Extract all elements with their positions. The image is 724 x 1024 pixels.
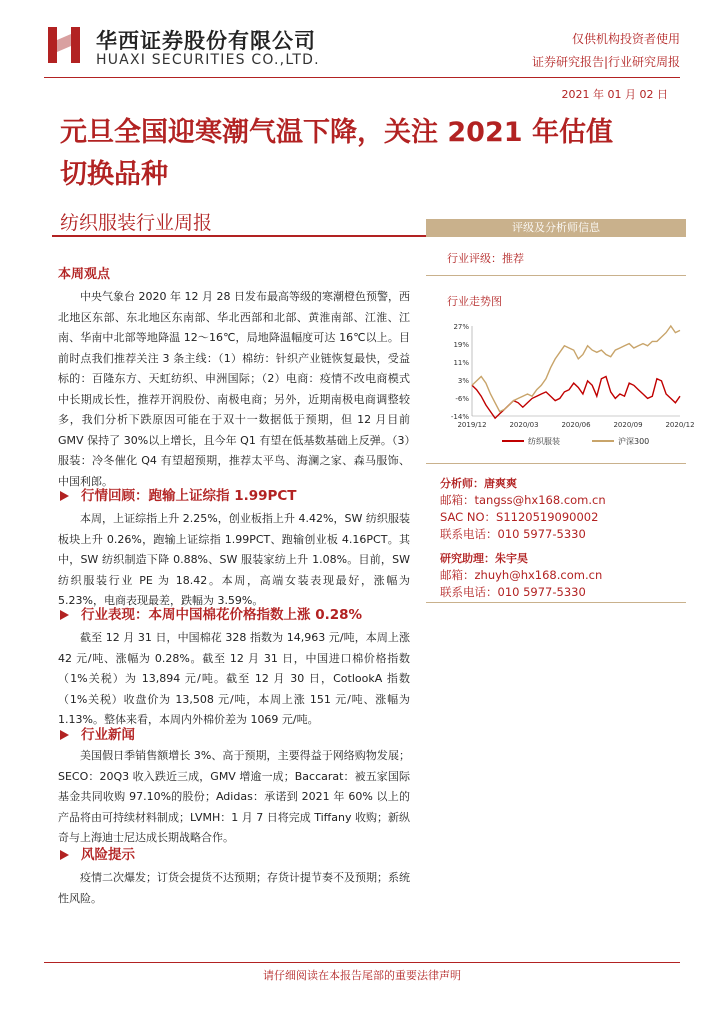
header-divider: [44, 77, 680, 78]
series-line: [472, 377, 680, 419]
company-name-en: HUAXI SECURITIES CO.,LTD.: [96, 52, 320, 68]
trend-chart-label: 行业走势图: [447, 295, 502, 308]
rating-box-title: 评级及分析师信息: [426, 219, 686, 237]
y-tick-label: 27%: [453, 323, 469, 331]
subtitle-underline: [52, 235, 429, 237]
triangle-bullet-icon: [60, 491, 69, 501]
report-type: 证券研究报告|行业研究周报: [531, 55, 680, 69]
x-tick-label: 2020/06: [561, 421, 591, 429]
report-title-line2: 切换品种: [60, 159, 168, 190]
assistant-email[interactable]: 邮箱：zhuyh@hx168.com.cn: [440, 568, 603, 582]
triangle-bullet-icon: [60, 850, 69, 860]
trend-chart: [440, 318, 695, 453]
x-tick-label: 2019/12: [457, 421, 487, 429]
risk-heading-text: 风险提示: [81, 847, 135, 863]
triangle-bullet-icon: [60, 730, 69, 740]
market-review-heading-text: 行情回顾：跑输上证综指 1.99PCT: [81, 488, 297, 504]
risk-body: 疫情二次爆发；订货会提货不达预期；存货计提节奏不及预期；系统性风险。: [58, 871, 410, 905]
y-tick-label: 19%: [453, 341, 469, 349]
x-tick-label: 2020/09: [613, 421, 643, 429]
report-subtitle: 纺织服装行业周报: [60, 212, 213, 234]
weekly-view-body: 中央气象台 2020 年 12 月 28 日发布最高等级的寒潮橙色预警，西北地区东部、东北地区东南部、华北西部和北部、黄淮南部、江淮、江南、华南中北部等地降温 12～16℃，局地降温幅度可达 16℃以上。目前时点我们推荐关注 3 条主线：（1）棉纺：针织产业链恢复最快，受益标的：百隆东方、天虹纺织、申洲国际；（2）电商：疫情不改电商模式中长期成长性，推荐开润股份、南极电商；另外，近期南极电商调整较多，我们分析下跌原因可能在于双十一数据低于预期，但 12 月目前 GMV 保持了 30%以上增长，且今年 Q1 有望在低基数基础上反弹。（3）服装：冷冬催化 Q4 有望超预期，推荐太平鸟、海澜之家、森马服饰、中国利郎。: [58, 290, 410, 488]
footer-divider: [44, 962, 680, 963]
industry-news-body: 美国假日季销售额增长 3%、高于预期，主要得益于网络购物发展；SECO：20Q3 收入跌近三成，GMV 增逾一成；Baccarat：被五家国际基金共同收购 97.10%的股份；Adidas：承诺到 2021 年 60% 以上的产品将由可持续材料制成；LVMH：1 月 7 日将完成 Tiffany 收购；新纵奇与上海迪士尼达成长期战略合作。: [58, 749, 410, 844]
sidebar-divider: [426, 275, 686, 276]
y-tick-label: 11%: [453, 359, 469, 367]
assistant-phone: 联系电话：010 5977-5330: [440, 585, 586, 599]
x-tick-label: 2020/03: [509, 421, 539, 429]
analyst-name: 分析师：唐爽爽: [440, 477, 517, 490]
industry-perf-heading: [60, 603, 362, 623]
y-tick-label: 3%: [457, 377, 469, 385]
analyst-sac: SAC NO：S1120519090002: [440, 510, 599, 524]
industry-news-heading-text: 行业新闻: [81, 727, 135, 743]
market-review-heading: [60, 484, 297, 504]
series-line: [472, 326, 680, 412]
legend-label: 纺织服装: [528, 437, 560, 446]
analyst-email[interactable]: 邮箱：tangss@hx168.com.cn: [440, 493, 606, 507]
report-title-line1: 元旦全国迎寒潮气温下降，关注 2021 年估值: [60, 117, 613, 148]
legend-label: 沪深300: [618, 437, 650, 446]
report-title: [60, 112, 690, 196]
industry-perf-body: 截至 12 月 31 日，中国棉花 328 指数为 14,963 元/吨，本周上涨 42 元/吨、涨幅为 0.28%。截至 12 月 31 日，中国进口棉价格指数（1%关税）为 13,894 元/吨。截至 12 月 30 日，CotlookA 指数（1%关税）收盘价为 13,508 元/吨，本周上涨 151 元/吨、涨幅为 1.13%。整体来看，本周内外棉价差为 1069 元/吨。: [58, 631, 410, 726]
market-review-body: 本周，上证综指上升 2.25%，创业板指上升 4.42%，SW 纺织服装板块上升 0.26%，跑输上证综指 1.99PCT、跑输创业板 4.16PCT。其中，SW 纺织制造下降 0.88%、SW 服装家纺上升 1.08%。目前，SW 纺织服装行业 PE 为 18.42。本周，高端女装表现最好，涨幅为 5.23%，电商表现最差，跌幅为 3.59%。: [58, 512, 410, 607]
weekly-view-heading: 本周观点: [58, 267, 111, 282]
report-date: 2021 年 01 月 02 日: [561, 88, 668, 101]
company-logo: [44, 25, 84, 65]
x-tick-label: 2020/12: [665, 421, 695, 429]
trend-chart-plot: [451, 323, 695, 446]
triangle-bullet-icon: [60, 610, 69, 620]
y-tick-label: -14%: [450, 413, 469, 421]
industry-perf-heading-text: 行业表现：本周中国棉花价格指数上涨 0.28%: [81, 607, 363, 623]
audience-note: 仅供机构投资者使用: [571, 32, 680, 46]
company-name-cn: 华西证券股份有限公司: [96, 29, 316, 53]
industry-rating: 行业评级：推荐: [447, 252, 524, 265]
industry-news-heading: [60, 723, 135, 743]
risk-heading: [60, 843, 135, 863]
assistant-name: 研究助理：朱宇昊: [440, 552, 528, 565]
y-tick-label: -6%: [455, 395, 469, 403]
legal-notice[interactable]: 请仔细阅读在本报告尾部的重要法律声明: [263, 969, 461, 982]
analyst-phone: 联系电话：010 5977-5330: [440, 527, 586, 541]
sidebar-divider: [426, 602, 686, 603]
sidebar-divider: [426, 463, 686, 464]
